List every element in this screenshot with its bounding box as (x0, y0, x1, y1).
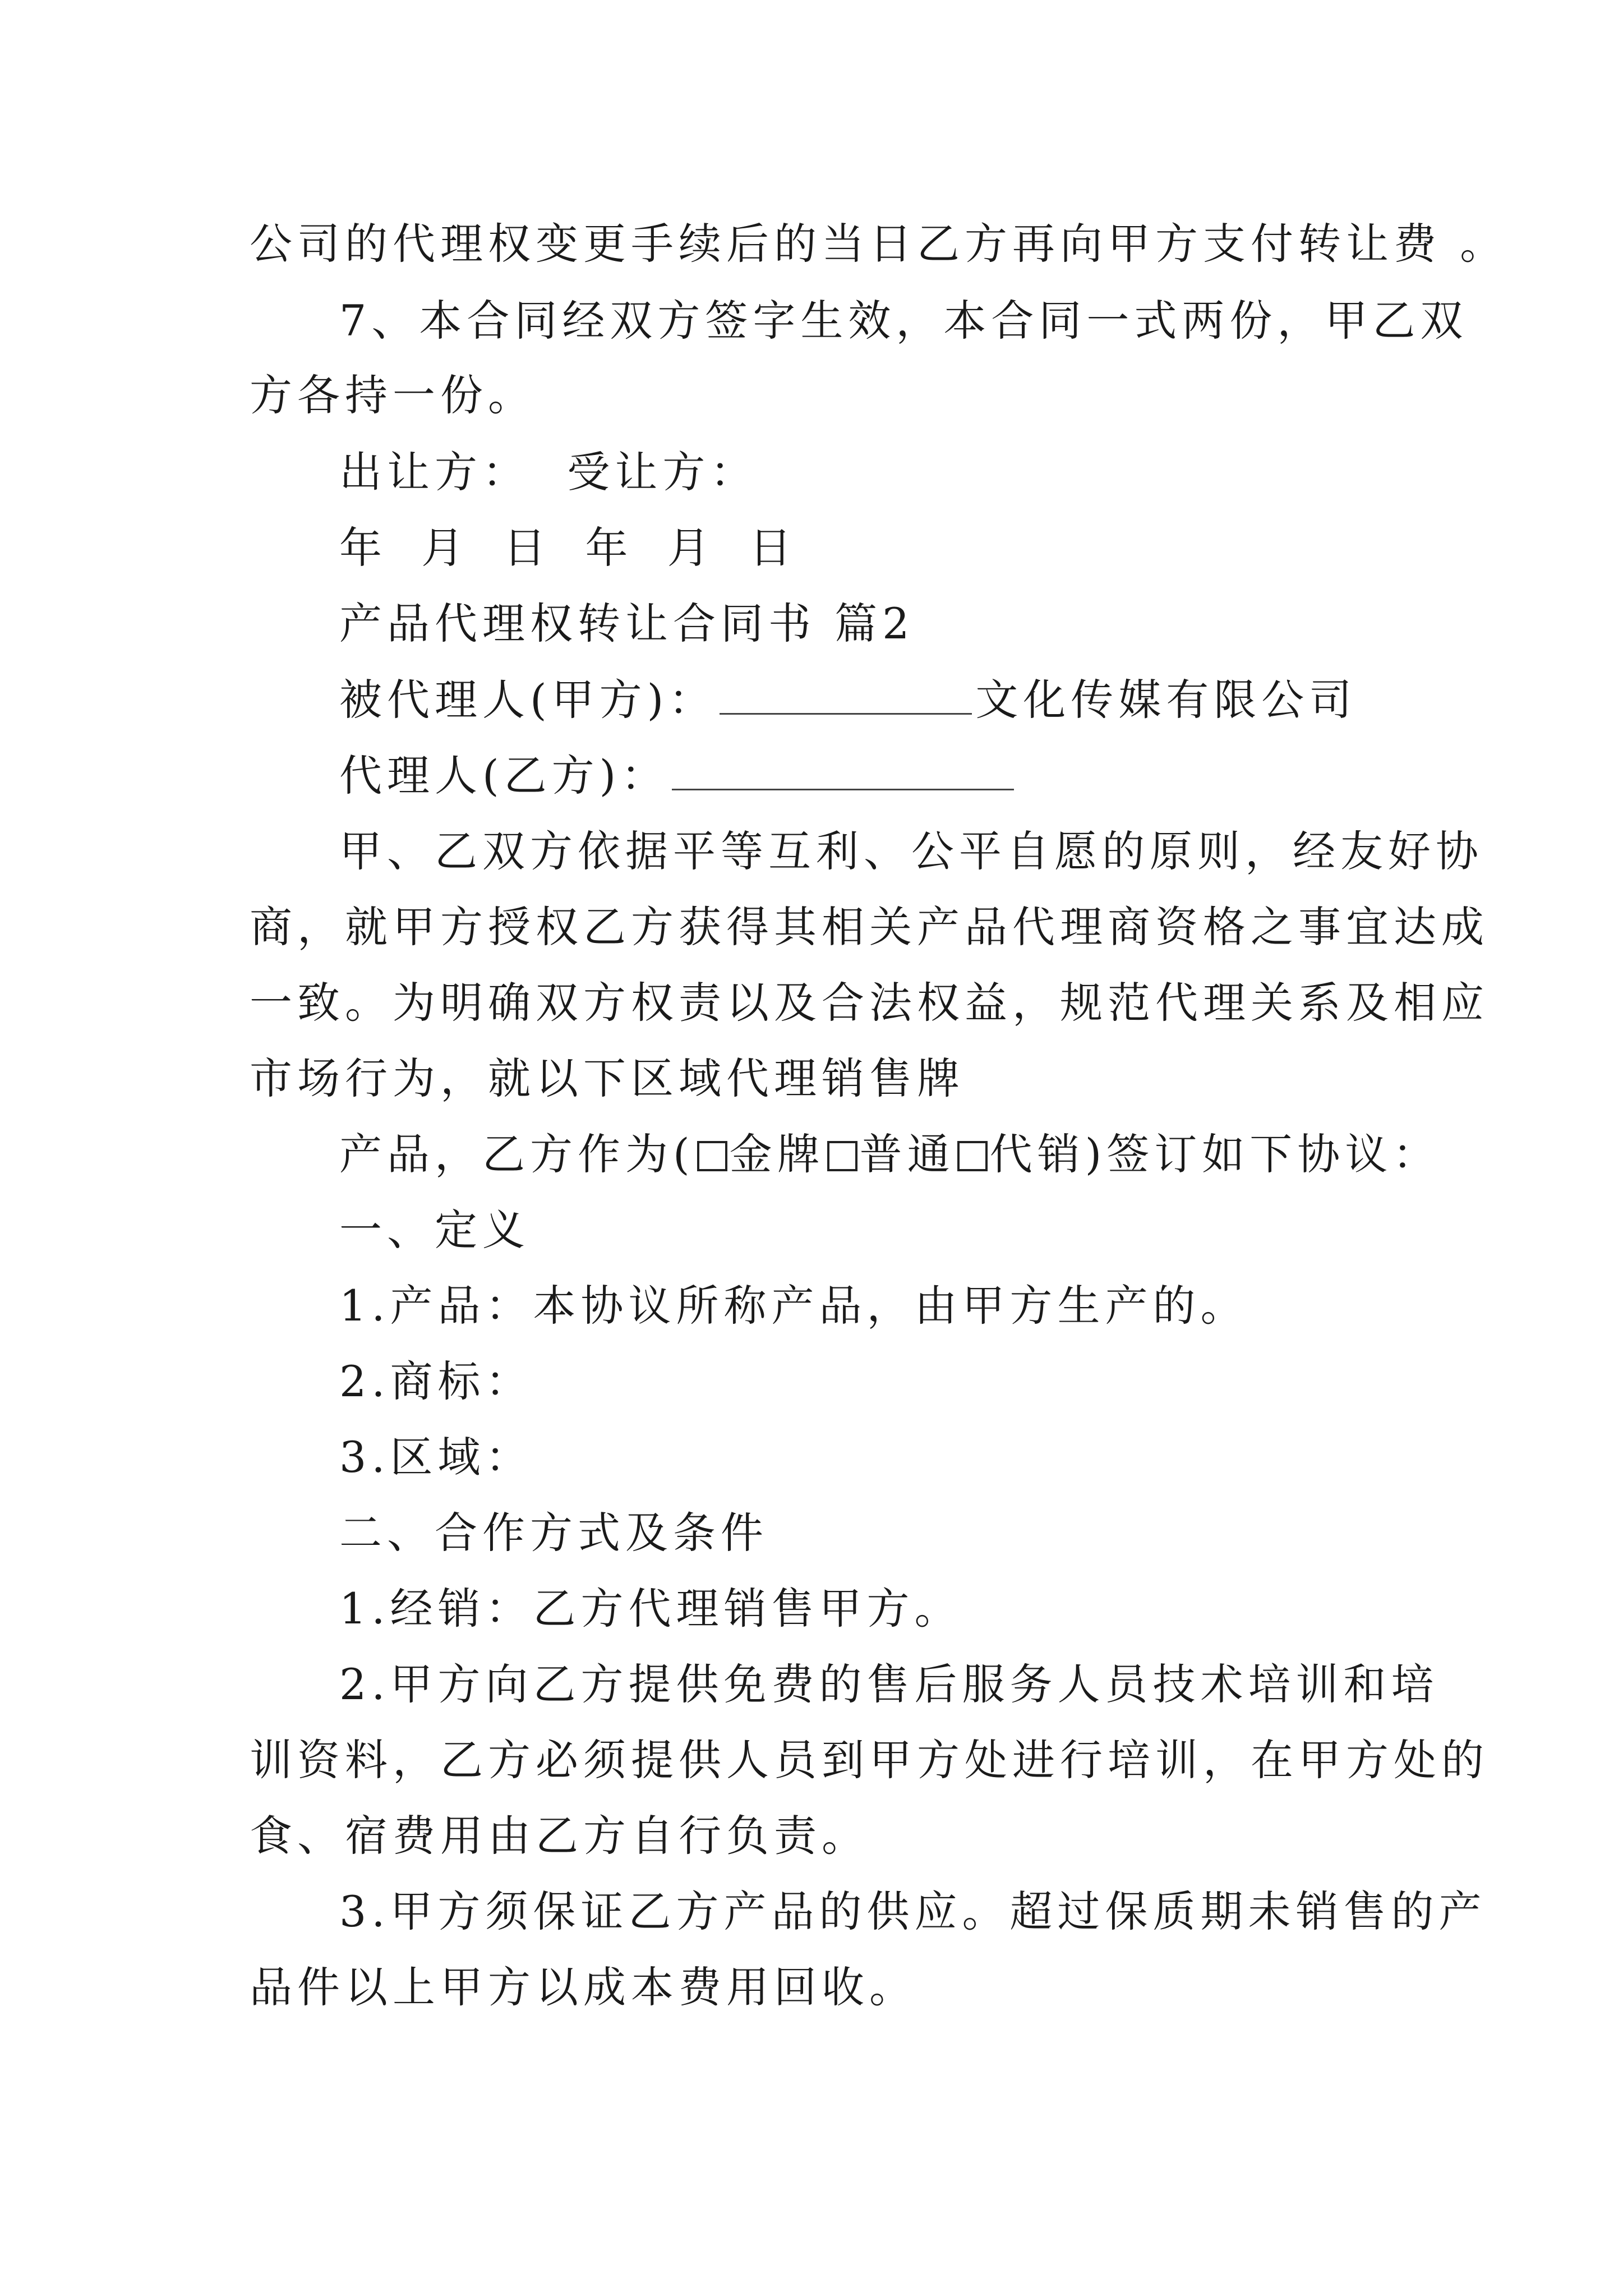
cooperation-item-3-line-1: 3.甲方须保证乙方产品的供应。超过保质期未销售的产 (339, 1887, 1487, 1936)
paragraph-line: 公司的代理权变更手续后的当日乙方再向甲方支付转让费 。 (250, 219, 1508, 269)
definition-trademark: 2.商标： (339, 1356, 533, 1406)
cooperation-item-2-line-3: 食、宿费用由乙方自行负责。 (250, 1811, 869, 1861)
definition-product: 1.产品：本协议所称产品，由甲方生产的。 (339, 1281, 1248, 1331)
preamble-line-1: 甲、乙双方依据平等互利、公平自愿的原则，经友好协 (339, 826, 1483, 876)
checkbox-consign (957, 1141, 988, 1171)
principal-party-line (339, 672, 1478, 728)
principal-party-blank (720, 674, 972, 715)
preamble-line-4: 市场行为，就以下区域代理销售牌 (250, 1053, 965, 1103)
cooperation-item-3-line-2: 品件以上甲方以成本费用回收。 (250, 1962, 917, 2012)
checkbox-normal (827, 1141, 857, 1171)
cooperation-item-2-line-1: 2.甲方向乙方提供免费的售后服务人员技术培训和培 (339, 1659, 1439, 1709)
option-gold-label: 金牌 (729, 1129, 825, 1179)
signature-parties: 出让方： 受让方： (339, 447, 758, 497)
agent-level-line (339, 1126, 1478, 1182)
principal-party-company: 文化传媒有限公司 (975, 675, 1357, 725)
preamble-line-3: 一致。为明确双方权责以及合法权益，规范代理关系及相应 (250, 978, 1489, 1028)
agent-party-blank (672, 749, 1014, 790)
agent-party-label: 代理人(乙方)： (339, 751, 669, 800)
heading-cooperation: 二、合作方式及条件 (339, 1508, 768, 1558)
signature-dates: 年 月 日 年 月 日 (339, 523, 797, 573)
cooperation-item-1: 1.经销：乙方代理销售甲方。 (339, 1584, 962, 1634)
cooperation-item-2-line-2: 训资料，乙方必须提供人员到甲方处进行培训，在甲方处的 (250, 1735, 1489, 1785)
definition-region: 3.区域： (339, 1432, 533, 1482)
heading-definitions: 一、定义 (339, 1205, 530, 1255)
agent-party-line (339, 748, 1478, 804)
option-consign-label: 代销)签订如下协议： (989, 1129, 1441, 1179)
option-normal-label: 普通 (859, 1129, 955, 1179)
agent-level-prefix: 产品，乙方作为( (339, 1129, 695, 1179)
section-title: 产品代理权转让合同书 篇2 (339, 599, 915, 648)
preamble-line-2: 商，就甲方授权乙方获得其相关产品代理商资格之事宜达成 (250, 902, 1489, 952)
principal-party-label: 被代理人(甲方)： (339, 675, 717, 725)
clause-7-line-1: 7、本合同经双方签字生效，本合同一式两份，甲乙双 (339, 296, 1468, 346)
checkbox-gold (697, 1141, 727, 1171)
clause-7-line-2: 方各持一份。 (250, 370, 536, 420)
